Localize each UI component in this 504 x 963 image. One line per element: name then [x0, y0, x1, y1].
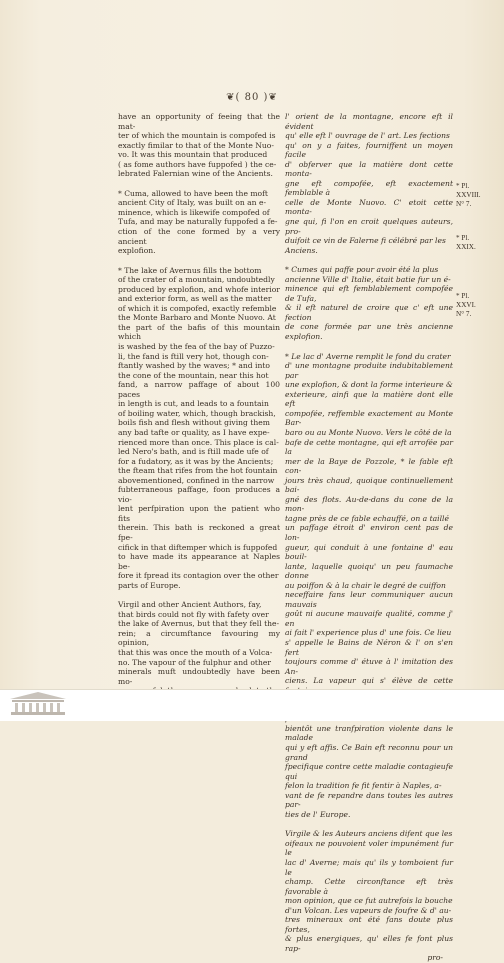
text-line: abovementioned, confined in the narrow	[118, 475, 275, 485]
text-line: rienced more than once. This place is cal-	[118, 437, 279, 447]
text-line: minerals muft undoubtedly have been mo-	[118, 667, 280, 686]
text-line: vo. It was this mountain that produced	[118, 150, 268, 160]
text-line: celle de Monte Nuovo. C' etoit cette monta-	[285, 197, 453, 217]
text-line: ( as fome authors have fuppofed ) the ce-	[118, 159, 277, 169]
text-line: ai fait l' experience plus d' une fois. Ce lieu	[285, 628, 452, 638]
page-number-header: ❦( 80 )❦	[226, 92, 278, 103]
text-line: rein; a circumftance favouring my opinion,	[118, 628, 280, 648]
text-line: un paffage étroit d' environ cent pas de lon-	[285, 523, 453, 542]
text-line: Virgile & les Auteurs anciens difent que les	[285, 829, 453, 839]
text-line: * Cumes qui paffe pour avoir été la plus	[285, 265, 439, 275]
paragraph	[118, 266, 280, 591]
text-line: goût ni aucune mauvaife qualité, comme j' en	[285, 609, 453, 628]
text-line: cifick in that diftemper which is fuppofed	[118, 542, 278, 552]
text-line: lante, laquelle quoiqu' un peu faumache donne	[285, 561, 453, 581]
text-line: boils fish and flesh without giving them	[118, 418, 270, 428]
text-line: for a fudatory, as it was by the Ancients;	[118, 456, 274, 466]
text-line: d' une montagne produite indubitablement par	[285, 361, 453, 380]
french-column	[285, 112, 453, 963]
text-line: lent perfpiration upon the patient who fits	[118, 504, 280, 523]
text-line: fore it fpread its contagion over the other	[118, 571, 279, 581]
paragraph	[285, 352, 453, 820]
text-line: the Monte Barbaro and Monte Nuovo. At	[118, 313, 276, 323]
text-line: is washed by the fea of the bay of Puzzo-	[118, 342, 275, 352]
text-line: gne eft compofée, eft exactement femblable à	[285, 178, 453, 198]
text-line: duifoit ce vin de Falerne fi célébré par les	[285, 236, 446, 246]
text-line: the cone of the mountain, near this hot	[118, 370, 269, 380]
catchword: pro-	[427, 953, 443, 963]
text-line: au poiffon & à la chair le degré de cuiffon	[285, 580, 446, 590]
text-line: ftantly washed by the waves; * and into	[118, 361, 270, 371]
text-line: champ. Cette circonftance eft très favorable à	[285, 877, 453, 896]
text-line: parts of Europe.	[118, 580, 181, 590]
margin-note-plate: * Pl. XXIX.	[456, 234, 476, 251]
text-line: * Le lac d' Averne remplit le fond du crater	[285, 351, 451, 361]
text-line: gueur, qui conduit à une fontaine d' eau bouil-	[285, 542, 453, 562]
text-line: neceffaire fans leur communiquer aucun mauvais	[285, 590, 453, 609]
text-line: mon opinion, que ce fut autrefois la bouche	[285, 896, 453, 906]
text-line: tagne près de ce fable echauffé, on a taillé	[285, 513, 449, 523]
text-line: d'un Volcan. Les vapeurs de foufre & d' au-	[285, 905, 452, 915]
text-line: that this was once the mouth of a Volca-	[118, 647, 273, 657]
text-line: qu' elle eft l' ouvrage de l' art. Les fections	[285, 131, 450, 141]
text-line: minence, which is likewife compofed of	[118, 207, 270, 217]
text-line: tres mineraux ont été fans doute plus fortes,	[285, 915, 453, 934]
text-line: have an opportunity of feeing that the mat-	[118, 112, 280, 131]
text-line: qui y eft affis. Ce Bain eft reconnu pour un grand	[285, 743, 453, 762]
text-line: and exterior form, as well as the matter	[118, 294, 272, 304]
text-line: toujours comme d' étuve à l' imitation des An-	[285, 657, 453, 676]
text-line: Anciens.	[285, 245, 318, 255]
footer-bar	[0, 689, 504, 721]
text-line: felon la tradition fe fit fentir à Naples, a-	[285, 781, 442, 791]
text-line: the fteam that rifes from the hot fountain	[118, 466, 278, 476]
text-line: the part of the bafis of this mountain which	[118, 322, 280, 342]
text-line: jours très chaud, quoique continuellement bai-	[285, 475, 453, 495]
text-line: therein. This bath is reckoned a great fpe-	[118, 523, 280, 542]
text-line: exterieure, ainfi que la matière dont elle eft	[285, 389, 453, 409]
text-line: Virgil and other Ancient Authors, fay,	[118, 600, 262, 610]
text-line: & plus energiques, qu' elles fe font plus rap-	[285, 934, 453, 953]
text-line: no. The vapour of the fulphur and other	[118, 657, 271, 667]
text-line: baro ou au Monte Nuovo. Vers le côté de la	[285, 427, 452, 437]
text-line: of boiling water, which, though brackish,	[118, 408, 276, 418]
text-line: Tufa, and may be naturally fuppofed a fe-	[118, 217, 278, 227]
library-logo-icon	[6, 690, 70, 716]
text-line: minence qui eft femblablement compofée de Tufa,	[285, 284, 453, 303]
paragraph	[118, 189, 280, 256]
text-line: ciens. La vapeur qui s' élève de cette	[285, 676, 453, 686]
text-line: de cone formée par une très ancienne explofion.	[285, 322, 453, 342]
text-line: ties de l' Europe.	[285, 809, 351, 819]
text-line: fand, a narrow paffage of about 100 paces	[118, 380, 280, 399]
text-line: * Cuma, allowed to have been the moft	[118, 188, 268, 198]
text-line: to have made its appearance at Naples be-	[118, 552, 280, 571]
text-line: qu' on y a faites, fourniffent un moyen facile	[285, 140, 453, 160]
text-line: the lake of Avernus, but that they fell the-	[118, 619, 280, 629]
text-line: ancient City of Italy, was built on an e-	[118, 198, 267, 208]
margin-note-plate: * Pl. XXVIII. N° 7.	[456, 182, 481, 208]
text-line: in length is cut, and leads to a fountain	[118, 399, 269, 409]
text-line: une explofion, & dont la forme interieure &	[285, 380, 453, 390]
text-line: explofion.	[118, 246, 156, 256]
text-line: that birds could not fly with fafety over	[118, 609, 269, 619]
text-line: led Nero's bath, and is ftill made ufe of	[118, 447, 269, 457]
text-line: * The lake of Avernus fills the bottom	[118, 265, 262, 275]
text-line: d' obferver que la matière dont cette monta-	[285, 159, 453, 179]
paragraph	[285, 829, 453, 963]
text-line: & il eft naturel de croire que c' eft une fection	[285, 303, 453, 322]
text-line: gne qui, fi l'on en croit quelques auteurs, pro-	[285, 217, 453, 236]
text-line: bafe de cette montagne, qui eft arrofée par la	[285, 437, 453, 457]
english-column	[118, 112, 280, 705]
text-line: ction of the cone formed by a very ancient	[118, 227, 280, 246]
text-line: fpecifique contre cette maladie contagieufe qui	[285, 762, 453, 781]
text-line: lac d' Averne; mais qu' ils y tomboient fur le	[285, 858, 453, 877]
text-line: exactly fimilar to that of the Monte Nuo-	[118, 140, 274, 150]
paragraph	[118, 112, 280, 179]
margin-note-plate: * Pl. XXVI. N° 7.	[456, 292, 476, 318]
text-line: ancienne Ville d' Italie, était batie fur un é-	[285, 274, 451, 284]
text-line: mer de la Baye de Pozzole, * le fable eft con-	[285, 456, 453, 476]
text-line: of the crater of a mountain, undoubtedly	[118, 275, 275, 285]
text-line: produced by explofion, and whofe interior	[118, 284, 280, 294]
text-line: s' appelle le Bains de Néron & l' on s'en fert	[285, 637, 453, 657]
text-line: fubterraneous paffage, foon produces a vio-	[118, 485, 280, 504]
paragraph	[285, 112, 453, 255]
text-line: oifeaux ne pouvoient voler impunément fur le	[285, 838, 453, 858]
text-line: compofée, reffemble exactement au Monte Bar-	[285, 408, 453, 428]
text-line: bientôt une tranfpiration violente dans le malade	[285, 723, 453, 743]
text-line: lebrated Falernian wine of the Ancients.	[118, 169, 273, 179]
text-line: any bad tafte or quality, as I have expe-	[118, 427, 270, 437]
paragraph	[285, 265, 453, 341]
text-line: gné des flots. Au-de-dans du cone de la mon-	[285, 494, 453, 514]
text-line: l' orient de la montagne, encore eft il évident	[285, 112, 453, 131]
text-line: vant de fe repandre dans toutes les autres par-	[285, 790, 453, 810]
text-line: of which it is compofed, exactly refemble	[118, 303, 277, 313]
text-line: li, the fand is ftill very hot, though con-	[118, 351, 269, 361]
text-line: ter of which the mountain is compofed is	[118, 131, 276, 141]
